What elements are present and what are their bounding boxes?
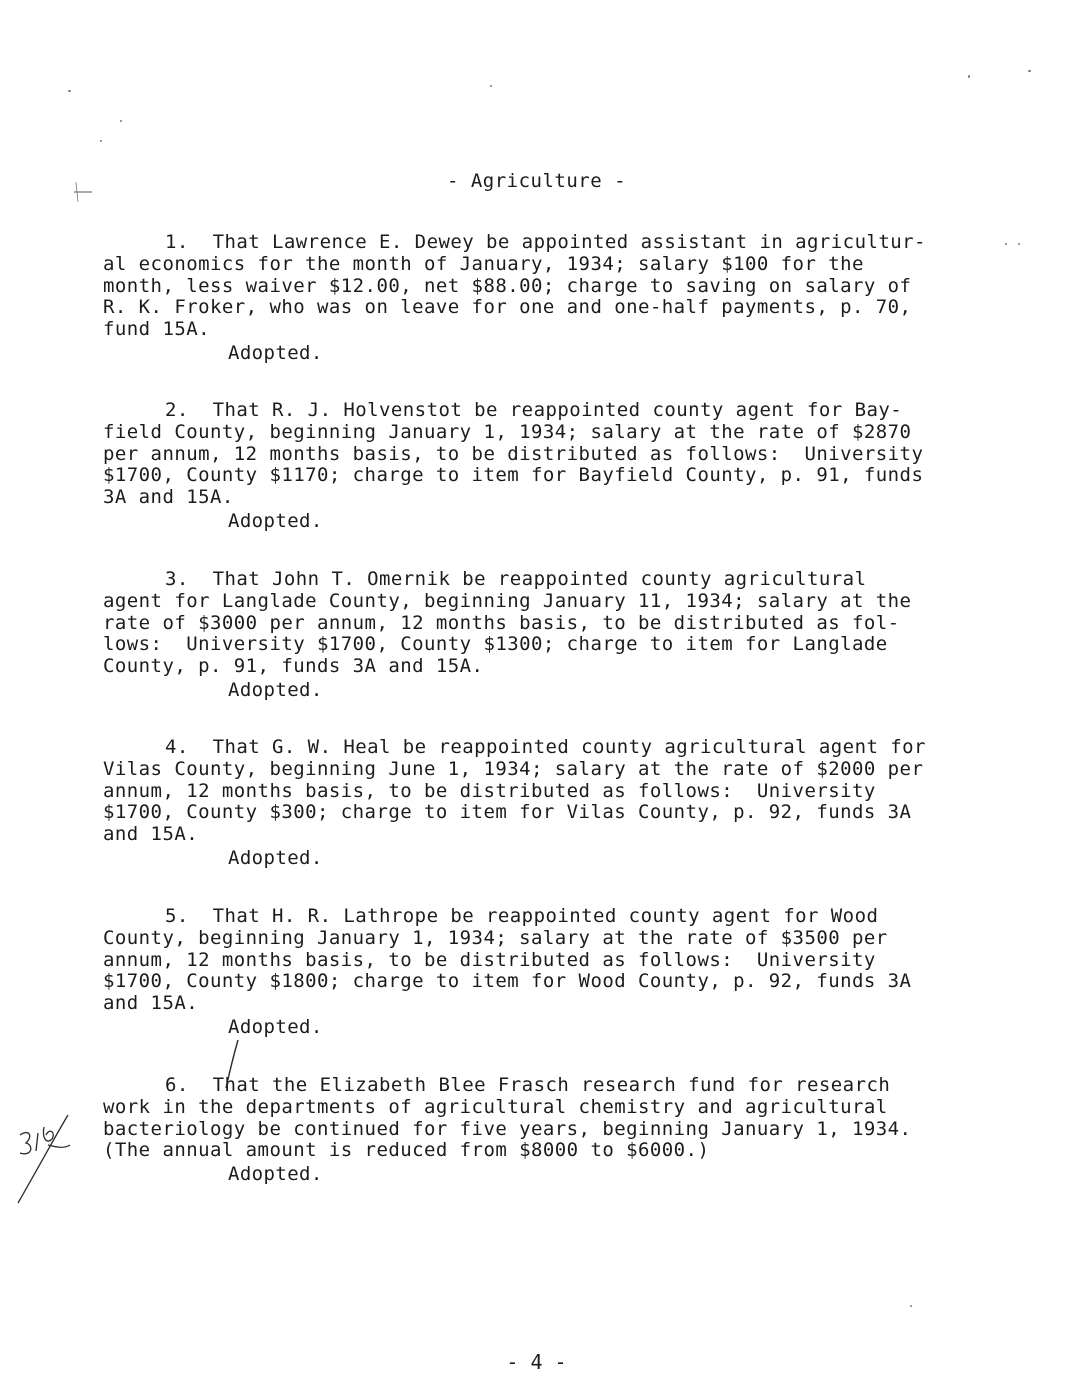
item-line: [103, 906, 1003, 928]
item-number: 1.: [165, 231, 189, 253]
item-number: 5.: [165, 905, 189, 927]
item-text: That G. W. Heal be reappointed county agricultural agent for: [212, 736, 926, 758]
item-number: 2.: [165, 399, 189, 421]
item-line: lows: University $1700, County $1300; charge to item for Langlade: [103, 633, 888, 656]
scan-speck: [120, 120, 122, 122]
resolution-item-4: [103, 737, 1003, 870]
item-line: work in the departments of agricultural chemistry and agricultural: [103, 1095, 888, 1118]
item-text: That R. J. Holvenstot be reappointed county agent for Bay-: [212, 399, 903, 421]
scan-speck: [910, 1305, 912, 1307]
adopted-status: Adopted.: [228, 1163, 323, 1186]
item-text: That the Elizabeth Blee Frasch research fund for research: [212, 1074, 891, 1096]
item-line: annum, 12 months basis, to be distributed as follows: University: [103, 948, 876, 971]
resolution-item-3: [103, 569, 1003, 702]
item-line: [103, 400, 1003, 422]
resolution-item-5: [103, 906, 1003, 1039]
item-line: [103, 737, 1003, 759]
item-line: per annum, 12 months basis, to be distributed as follows: University: [103, 442, 924, 465]
item-text: That John T. Omernik be reappointed county agricultural: [212, 568, 867, 590]
scan-speck: [968, 75, 970, 78]
item-line: agent for Langlade County, beginning January 11, 1934; salary at the: [103, 589, 912, 612]
scan-speck: [1018, 243, 1020, 245]
item-line: annum, 12 months basis, to be distributed as follows: University: [103, 779, 876, 802]
item-line: rate of $3000 per annum, 12 months basis, to be distributed as fol-: [103, 611, 900, 634]
scan-speck: [68, 90, 71, 92]
scan-artifact: [72, 180, 96, 204]
item-line: 3A and 15A.: [103, 486, 234, 509]
item-text: That Lawrence E. Dewey be appointed assistant in agricultur-: [212, 231, 926, 253]
item-text: That H. R. Lathrope be reappointed county agent for Wood: [212, 905, 879, 927]
item-line: $1700, County $1800; charge to item for Wood County, p. 92, funds 3A: [103, 970, 912, 993]
item-line: month, less waiver $12.00, net $88.00; charge to saving on salary of: [103, 274, 912, 297]
item-line: $1700, County $300; charge to item for Vilas County, p. 92, funds 3A: [103, 801, 912, 824]
item-number: 3.: [165, 568, 189, 590]
item-line: [103, 232, 1003, 254]
item-line: R. K. Froker, who was on leave for one and one-half payments, p. 70,: [103, 296, 912, 319]
scan-speck: [1005, 243, 1007, 245]
adopted-status: Adopted.: [228, 678, 323, 701]
handwritten-margin-note: [8, 1105, 74, 1215]
item-line: field County, beginning January 1, 1934; salary at the rate of $2870: [103, 420, 912, 443]
page-number: - 4 -: [506, 1350, 567, 1374]
scan-speck: [100, 140, 102, 142]
adopted-status: Adopted.: [228, 846, 323, 869]
item-line: (The annual amount is reduced from $8000 to $6000.): [103, 1139, 710, 1162]
item-line: and 15A.: [103, 823, 199, 846]
item-line: County, beginning January 1, 1934; salary at the rate of $3500 per: [103, 926, 888, 949]
resolution-item-6: [103, 1075, 1003, 1186]
scan-speck: [1028, 70, 1031, 72]
adopted-status: Adopted.: [228, 341, 323, 364]
resolution-item-1: [103, 232, 1003, 365]
scan-speck: [490, 85, 492, 87]
adopted-status: Adopted.: [228, 1015, 323, 1038]
item-line: $1700, County $1170; charge to item for Bayfield County, p. 91, funds: [103, 464, 924, 487]
item-line: County, p. 91, funds 3A and 15A.: [103, 655, 484, 678]
section-heading: - Agriculture -: [446, 170, 627, 192]
resolution-item-2: [103, 400, 1003, 533]
item-line: bacteriology be continued for five years, beginning January 1, 1934.: [103, 1117, 912, 1140]
item-line: Vilas County, beginning June 1, 1934; salary at the rate of $2000 per: [103, 757, 924, 780]
checkmark-icon: [222, 1038, 242, 1090]
item-line: fund 15A.: [103, 318, 211, 341]
item-number: 6.: [165, 1074, 189, 1096]
item-line: [103, 569, 1003, 591]
adopted-status: Adopted.: [228, 509, 323, 532]
item-line: al economics for the month of January, 1934; salary $100 for the: [103, 252, 864, 275]
item-number: 4.: [165, 736, 189, 758]
item-line: and 15A.: [103, 992, 199, 1015]
